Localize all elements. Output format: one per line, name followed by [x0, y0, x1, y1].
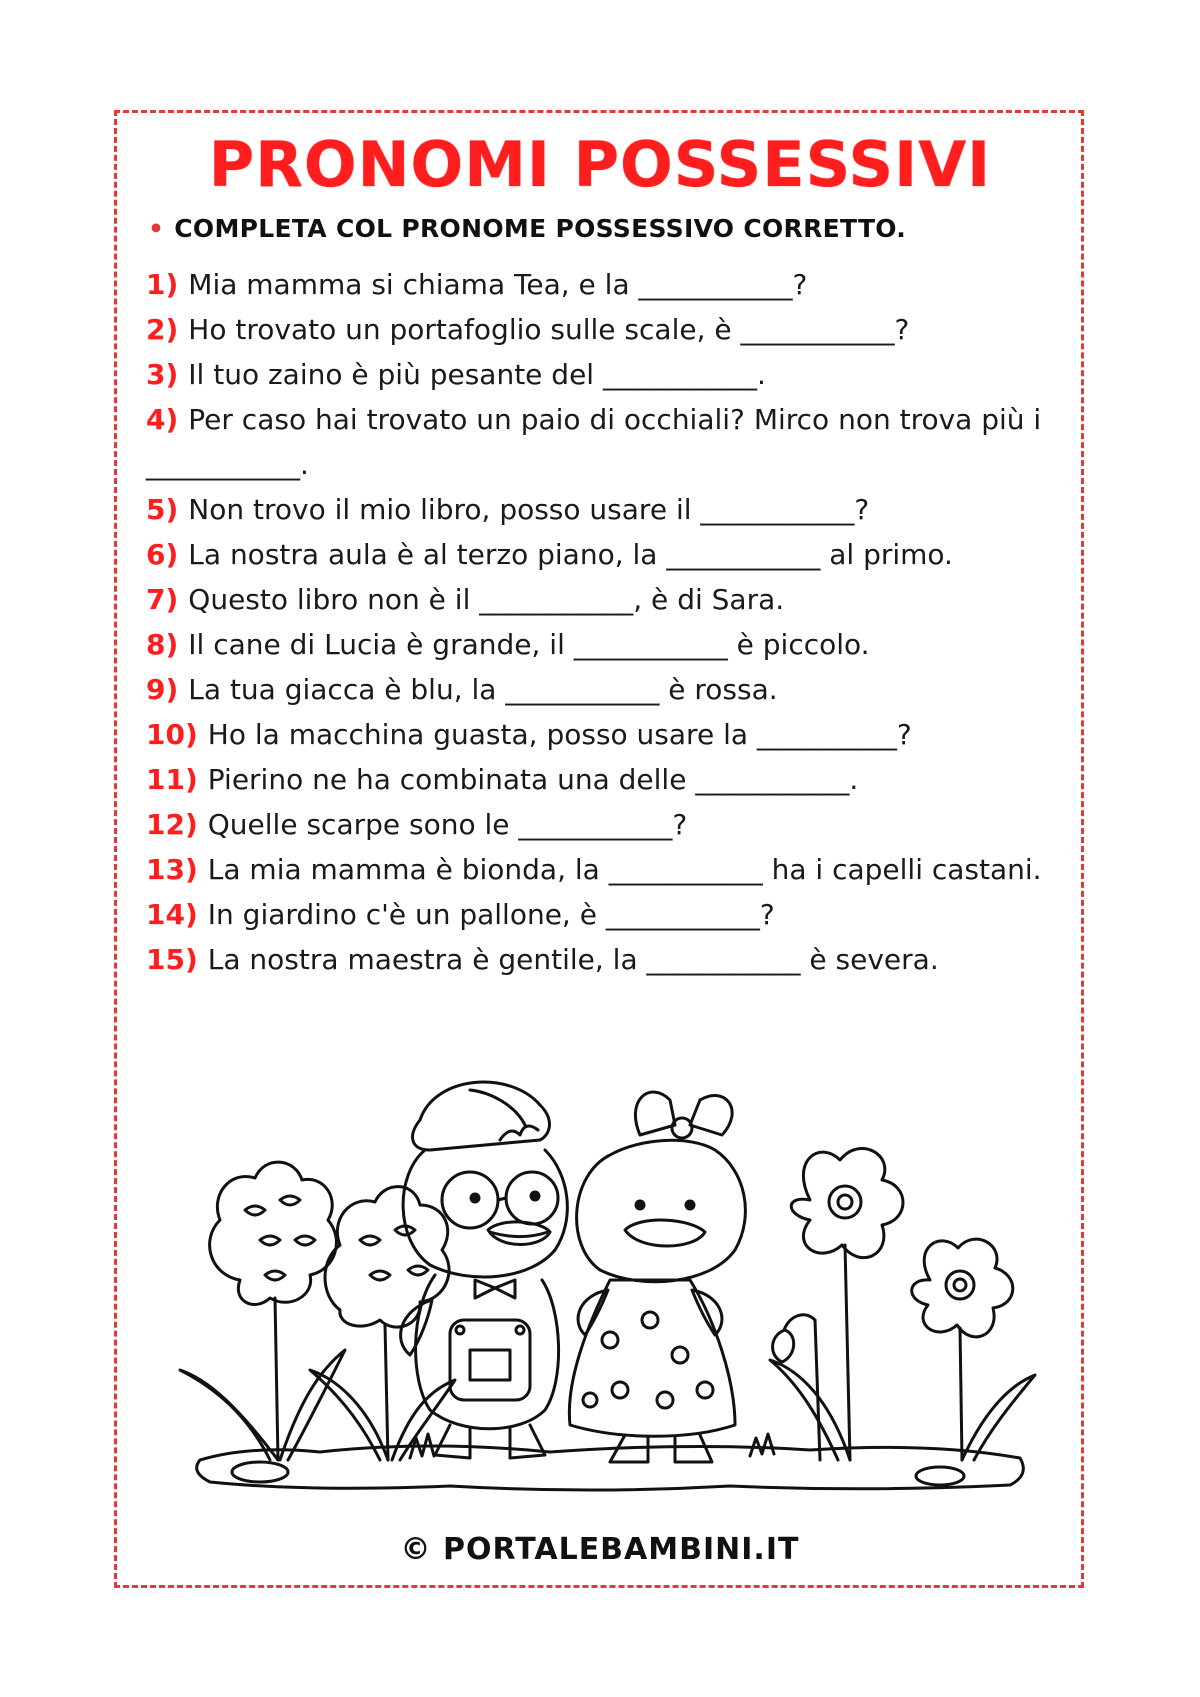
exercise-item — [146, 397, 1046, 487]
exercise-text: Non trovo il mio libro, posso usare il ___________? — [188, 493, 870, 526]
exercise-item — [146, 847, 1046, 892]
exercise-text: Quelle scarpe sono le ___________? — [207, 808, 688, 841]
exercise-text: Ho la macchina guasta, posso usare la __________? — [207, 718, 912, 751]
exercise-item — [146, 487, 1046, 532]
page-title: PRONOMI POSSESSIVI — [208, 128, 992, 201]
exercise-item — [146, 667, 1046, 712]
instruction — [148, 214, 906, 243]
exercise-item — [146, 262, 1046, 307]
exercise-number: 10) — [146, 718, 198, 751]
exercise-text: Mia mamma si chiama Tea, e la ___________? — [188, 268, 808, 301]
exercise-text: Pierino ne ha combinata una delle ___________. — [207, 763, 859, 796]
exercise-number: 13) — [146, 853, 198, 886]
exercise-number: 1) — [146, 268, 179, 301]
bullet-icon: • — [148, 214, 165, 243]
exercise-item — [146, 577, 1046, 622]
stone — [232, 1462, 288, 1482]
exercise-item — [146, 622, 1046, 667]
exercise-number: 8) — [146, 628, 179, 661]
exercise-number: 5) — [146, 493, 179, 526]
stone — [916, 1467, 964, 1485]
exercise-text: Per caso hai trovato un paio di occhiali? Mirco non trova più i ___________. — [146, 403, 1042, 481]
girl-duck — [569, 1092, 745, 1462]
exercise-number: 15) — [146, 943, 198, 976]
ducklings-coloring-illustration — [170, 1080, 1050, 1520]
exercise-text: Questo libro non è il ___________, è di Sara. — [188, 583, 785, 616]
ground — [197, 1446, 1024, 1490]
exercise-text: Ho trovato un portafoglio sulle scale, è ___________? — [188, 313, 910, 346]
exercise-text: Il tuo zaino è più pesante del ___________. — [188, 358, 766, 391]
daffodil-flower-top — [770, 1149, 903, 1460]
exercise-item — [146, 532, 1046, 577]
exercise-text: La nostra maestra è gentile, la ___________ è severa. — [207, 943, 939, 976]
exercise-number: 6) — [146, 538, 179, 571]
exercise-item — [146, 307, 1046, 352]
exercise-text: La tua giacca è blu, la ___________ è rossa. — [188, 673, 778, 706]
exercise-text: Il cane di Lucia è grande, il ___________ è piccolo. — [188, 628, 870, 661]
exercise-text: In giardino c'è un pallone, è ___________? — [207, 898, 775, 931]
exercise-text: La mia mamma è bionda, la ___________ ha i capelli castani. — [207, 853, 1042, 886]
exercise-number: 7) — [146, 583, 179, 616]
exercise-item — [146, 802, 1046, 847]
copyright-footer: © PORTALEBAMBINI.IT — [400, 1532, 800, 1567]
exercise-item — [146, 352, 1046, 397]
exercise-number: 12) — [146, 808, 198, 841]
hyacinth-flower-left — [180, 1162, 345, 1460]
exercise-item — [146, 937, 1046, 982]
exercise-number: 14) — [146, 898, 198, 931]
exercise-item — [146, 892, 1046, 937]
exercise-number: 3) — [146, 358, 179, 391]
instruction-text: COMPLETA COL PRONOME POSSESSIVO CORRETTO. — [174, 214, 907, 243]
exercise-list — [146, 262, 1046, 982]
exercise-text: La nostra aula è al terzo piano, la ___________ al primo. — [188, 538, 953, 571]
exercise-number: 2) — [146, 313, 179, 346]
exercise-number: 11) — [146, 763, 198, 796]
grass — [750, 1434, 774, 1456]
exercise-number: 4) — [146, 403, 179, 436]
exercise-item — [146, 757, 1046, 802]
exercise-number: 9) — [146, 673, 179, 706]
daffodil-flower-right — [912, 1239, 1035, 1460]
exercise-item — [146, 712, 1046, 757]
bow — [635, 1092, 732, 1135]
